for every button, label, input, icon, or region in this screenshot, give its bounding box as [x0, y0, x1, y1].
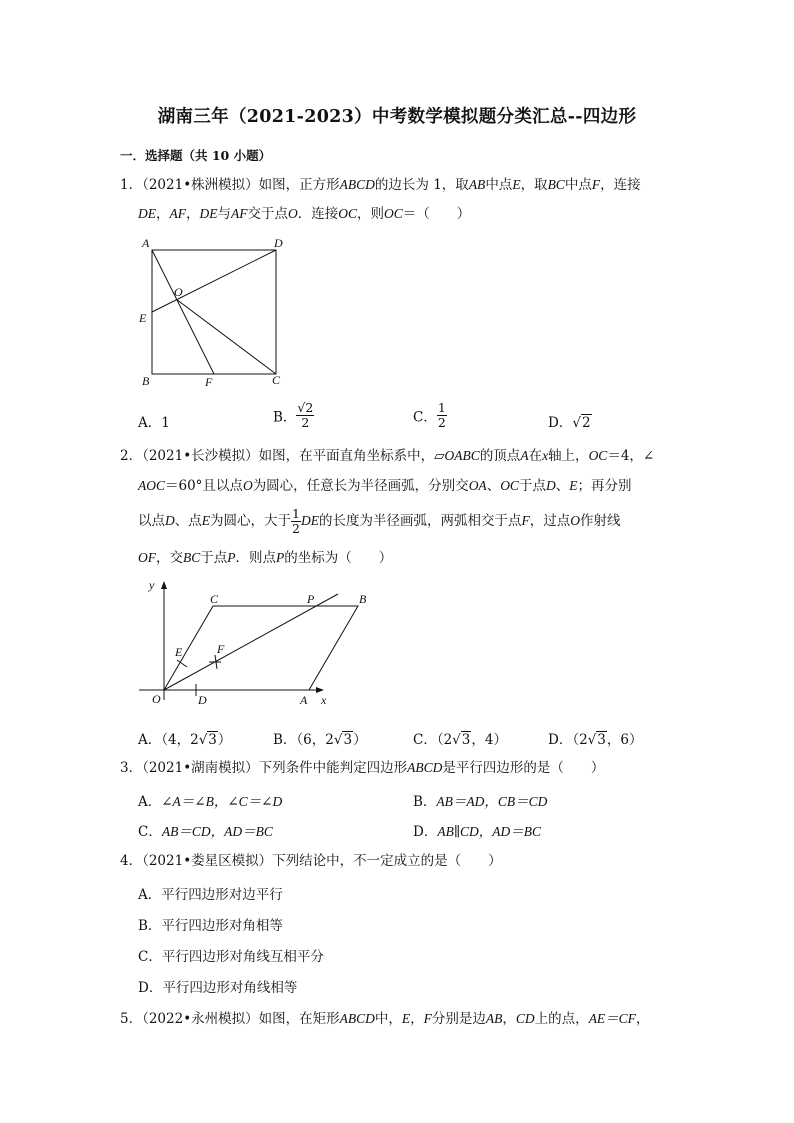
q2-label-y: y — [149, 578, 155, 592]
q2-ray-OF — [164, 594, 338, 690]
q5-number: 5． — [120, 1011, 143, 1027]
q1-option-a[interactable]: A．1 — [138, 415, 170, 431]
q3-source: （2021•湖南模拟） — [142, 760, 259, 776]
q5-stem: 5．（2022•永州模拟）如图，在矩形ABCD中，E，F分别是边AB，CD上的点，AE＝CF， — [120, 1011, 650, 1027]
q4-option-b[interactable]: B．平行四边形对角相等 — [138, 918, 283, 934]
q2-label-A: A — [300, 693, 308, 707]
q1-option-b[interactable]: B． $\frac{√2}{2}$ — [273, 400, 314, 430]
q1-option-c[interactable]: C． $\frac{1}{2}$ — [413, 400, 446, 430]
q2-label-x: x — [321, 693, 327, 707]
q1-label-C: C — [272, 373, 281, 387]
q2-number: 2． — [120, 448, 143, 464]
q2-label-F: F — [217, 642, 225, 656]
q1-label-B: B — [142, 374, 150, 388]
q2-line-2: AOC＝60°且以点O为圆心，任意长为半径画弧，分别交OA、OC于点D、E；再分别 — [138, 478, 632, 494]
q2-line-1: 2．（2021•长沙模拟）如图，在平面直角坐标系中，▱OABC的顶点A在x轴上，OC＝4，∠ — [120, 448, 655, 464]
q4-option-c[interactable]: C．平行四边形对角线互相平分 — [138, 949, 324, 965]
q4-option-d[interactable]: D．平行四边形对角线相等 — [138, 980, 298, 996]
q1-label-F: F — [205, 375, 213, 389]
q4-option-a[interactable]: A．平行四边形对边平行 — [138, 887, 283, 903]
q2-label-B: B — [359, 592, 367, 606]
q3-number: 3． — [120, 760, 143, 776]
q4-number: 4． — [120, 853, 143, 869]
q2-label-C: C — [210, 592, 219, 606]
q1-line-1: 1．（2021•株洲模拟）如图，正方形ABCD的边长为 1，取AB中点E，取BC中点F，连接 — [120, 177, 641, 193]
q2-parallelogram — [164, 606, 358, 690]
q2-label-E: E — [175, 645, 183, 659]
q3-stem: 3．（2021•湖南模拟）下列条件中能判定四边形ABCD是平行四边形的是（ ） — [120, 760, 605, 776]
q1-label-O: O — [174, 285, 183, 299]
q3-option-a[interactable]: A．∠A＝∠B，∠C＝∠D — [138, 794, 283, 810]
q4-stem: 4．（2021•娄星区模拟）下列结论中，不一定成立的是（ ） — [120, 853, 502, 869]
q1-number: 1． — [120, 177, 143, 193]
q2-label-P: P — [307, 592, 315, 606]
q3-option-b[interactable]: B．AB＝AD，CB＝CD — [413, 794, 548, 810]
q2-line-3: 以点D、点E为圆心，大于 $\frac{1}{2}$ DE的长度为半径画弧，两弧相交于点F，过点O作射线 — [138, 506, 621, 536]
q1-line-2: DE，AF，DE与AF交于点O．连接OC，则OC＝（ ） — [138, 206, 471, 222]
q2-y-arrow — [161, 581, 167, 589]
q2-option-b[interactable]: B．（6，2√3） — [273, 732, 367, 748]
q2-label-O: O — [152, 692, 161, 706]
q5-source: （2022•永州模拟） — [142, 1011, 259, 1027]
section-heading: 一．选择题（共 10 小题） — [120, 148, 272, 163]
q1-option-d[interactable]: D．√2 — [548, 415, 591, 431]
q2-label-D: D — [198, 693, 207, 707]
q2-option-c[interactable]: C．（2√3，4） — [413, 732, 507, 748]
q3-option-d[interactable]: D．AB∥CD，AD＝BC — [413, 824, 542, 840]
page-title: 湖南三年（2021-2023）中考数学模拟题分类汇总--四边形 — [157, 107, 637, 127]
q1-source: （2021•株洲模拟） — [142, 177, 259, 193]
q2-line-4: OF，交BC于点P．则点P的坐标为（ ） — [138, 550, 393, 566]
q2-option-d[interactable]: D．（2√3，6） — [548, 732, 643, 748]
q1-label-E: E — [139, 311, 147, 325]
q3-option-c[interactable]: C．AB＝CD，AD＝BC — [138, 824, 273, 840]
q4-source: （2021•娄星区模拟） — [142, 853, 273, 869]
q2-source: （2021•长沙模拟） — [142, 448, 259, 464]
q2-option-a[interactable]: A．（4，2√3） — [138, 732, 232, 748]
q1-label-D: D — [274, 236, 283, 250]
q1-label-A: A — [142, 236, 150, 250]
